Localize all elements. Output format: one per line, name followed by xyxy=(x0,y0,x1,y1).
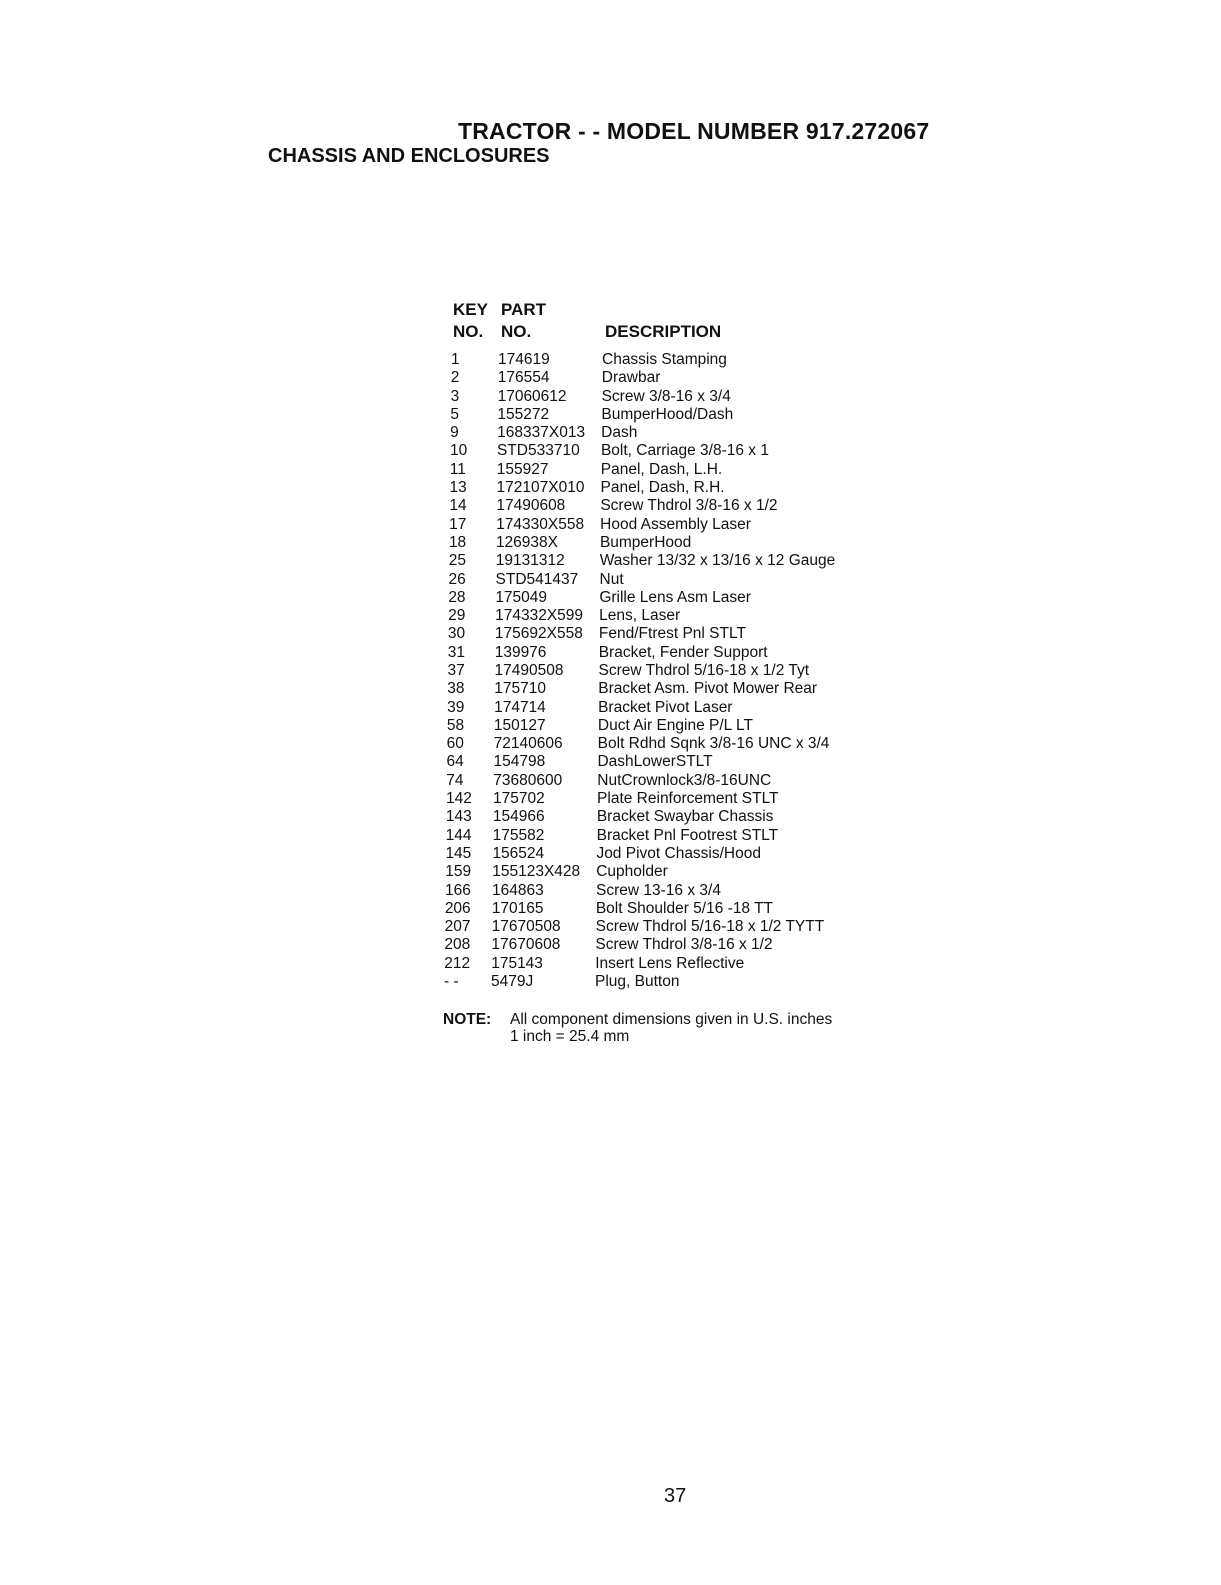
description: Insert Lens Reflective xyxy=(595,954,745,972)
part-no: 175710 xyxy=(494,680,547,698)
key-no: 60 xyxy=(446,735,464,753)
description: Washer 13/32 x 13/16 x 12 Gauge xyxy=(599,552,836,570)
key-no: 1 xyxy=(451,351,460,368)
key-no: 3 xyxy=(450,387,460,405)
description: Screw Thdrol 5/16-18 x 1/2 TYTT xyxy=(595,918,825,936)
header-key-line2: NO. xyxy=(453,322,484,341)
description: Cupholder xyxy=(596,863,668,881)
part-no: 175049 xyxy=(495,588,548,606)
description: Hood Assembly Laser xyxy=(600,515,751,533)
key-no: 13 xyxy=(449,479,467,497)
description: Jod Pivot Chassis/Hood xyxy=(596,844,761,862)
description: BumperHood xyxy=(599,533,692,551)
description: Screw 3/8-16 x 3/4 xyxy=(601,387,731,405)
key-no: 38 xyxy=(447,680,465,698)
key-no: 10 xyxy=(449,442,468,460)
part-no: 156524 xyxy=(492,844,545,862)
part-no: 175692X558 xyxy=(494,625,583,643)
part-no: 155123X428 xyxy=(492,863,581,881)
description: Nut xyxy=(599,570,624,588)
part-no: 17060612 xyxy=(497,387,567,405)
key-no: 207 xyxy=(444,918,471,936)
part-no: 176554 xyxy=(497,369,550,387)
part-no: 164863 xyxy=(492,881,544,899)
header-part-line2: NO. xyxy=(501,322,532,341)
part-no: 174332X599 xyxy=(495,607,584,625)
description: Bracket Pnl Footrest STLT xyxy=(596,826,779,844)
description: Screw Thdrol 3/8-16 x 1/2 xyxy=(600,497,778,515)
part-no: 17670508 xyxy=(491,918,561,936)
note-line2: 1 inch = 25.4 mm xyxy=(510,1028,630,1045)
part-no: 175143 xyxy=(491,954,543,972)
part-no: 17670608 xyxy=(491,936,561,954)
key-no: 31 xyxy=(447,643,465,661)
part-no: 154798 xyxy=(493,753,546,771)
key-no: 2 xyxy=(450,369,460,387)
key-no: 206 xyxy=(444,899,471,917)
header-key-line1: KEY xyxy=(453,300,488,319)
part-no: 154966 xyxy=(492,808,545,826)
page-number: 37 xyxy=(664,1485,687,1507)
part-no: 172107X010 xyxy=(496,479,585,497)
key-no: 144 xyxy=(445,826,472,844)
part-no: 72140606 xyxy=(493,735,563,753)
part-no: 73680600 xyxy=(493,771,563,789)
part-no: STD533710 xyxy=(496,442,580,460)
part-no: 175582 xyxy=(492,826,545,844)
part-no: 175702 xyxy=(493,790,545,808)
key-no: 28 xyxy=(448,588,466,606)
key-no: 145 xyxy=(445,844,472,862)
header-part-line1: PART xyxy=(501,300,547,319)
description: Bracket, Fender Support xyxy=(598,643,768,661)
key-no: 64 xyxy=(446,753,464,771)
description: Plug, Button xyxy=(595,973,680,990)
key-no: 74 xyxy=(446,771,464,789)
part-no: 170165 xyxy=(491,899,544,917)
key-no: 212 xyxy=(444,954,471,972)
key-no: 11 xyxy=(449,460,466,478)
note-line1: All component dimensions given in U.S. inches xyxy=(510,1011,833,1028)
part-no: 155272 xyxy=(497,405,550,423)
key-no: 5 xyxy=(450,405,459,423)
description: Bracket Pivot Laser xyxy=(598,698,733,716)
key-no: 14 xyxy=(449,497,467,515)
key-no: 9 xyxy=(450,424,459,442)
description: Drawbar xyxy=(601,369,661,387)
key-no: 142 xyxy=(446,790,472,808)
description: Bracket Swaybar Chassis xyxy=(596,808,774,826)
description: Grille Lens Asm Laser xyxy=(599,588,751,606)
description: NutCrownlock3/8-16UNC xyxy=(597,771,772,789)
key-no: 208 xyxy=(444,936,471,954)
description: DashLowerSTLT xyxy=(597,753,713,771)
description: Plate Reinforcement STLT xyxy=(597,790,779,808)
description: Screw Thdrol 3/8-16 x 1/2 xyxy=(595,936,773,954)
part-no: 155927 xyxy=(496,460,549,478)
part-no: 139976 xyxy=(494,643,547,661)
key-no: 58 xyxy=(446,716,465,734)
part-no: 17490608 xyxy=(496,497,566,515)
key-no: 17 xyxy=(449,515,467,533)
description: Panel, Dash, L.H. xyxy=(600,460,723,478)
header-description: DESCRIPTION xyxy=(605,322,722,341)
description: Fend/Ftrest Pnl STLT xyxy=(598,625,746,643)
part-no: 5479J xyxy=(491,973,534,990)
key-no: 25 xyxy=(448,552,466,570)
key-no: 26 xyxy=(448,570,466,588)
part-no: 168337X013 xyxy=(497,424,586,442)
part-no: STD541437 xyxy=(495,570,579,588)
description: Lens, Laser xyxy=(599,607,681,625)
part-no: 150127 xyxy=(493,716,546,734)
description: Screw Thdrol 5/16-18 x 1/2 Tyt xyxy=(598,662,810,679)
part-no: 174714 xyxy=(494,698,546,716)
key-no: - - xyxy=(444,973,459,990)
description: Bracket Asm. Pivot Mower Rear xyxy=(598,680,818,698)
description: Chassis Stamping xyxy=(602,351,727,368)
description: Bolt Shoulder 5/16 -18 TT xyxy=(595,899,774,917)
key-no: 37 xyxy=(447,662,465,679)
description: Dash xyxy=(601,424,638,442)
page-title: TRACTOR - - MODEL NUMBER 917.272067 xyxy=(458,118,930,144)
section-subtitle: CHASSIS AND ENCLOSURES xyxy=(268,145,550,167)
key-no: 159 xyxy=(445,863,472,881)
description: Duct Air Engine P/L LT xyxy=(597,716,753,734)
part-no: 126938X xyxy=(495,533,558,551)
part-no: 19131312 xyxy=(495,552,565,570)
description: BumperHood/Dash xyxy=(601,405,734,423)
part-no: 174330X558 xyxy=(496,515,585,533)
description: Screw 13-16 x 3/4 xyxy=(596,881,721,899)
note-label: NOTE: xyxy=(443,1011,492,1028)
part-no: 174619 xyxy=(498,351,550,368)
description: Bolt, Carriage 3/8-16 x 1 xyxy=(600,442,769,460)
key-no: 18 xyxy=(448,533,467,551)
description: Bolt Rdhd Sqnk 3/8-16 UNC x 3/4 xyxy=(597,735,830,753)
key-no: 143 xyxy=(445,808,472,826)
description: Panel, Dash, R.H. xyxy=(600,479,725,497)
key-no: 29 xyxy=(448,607,466,625)
key-no: 166 xyxy=(445,881,471,899)
key-no: 30 xyxy=(447,625,466,643)
key-no: 39 xyxy=(447,698,465,716)
part-no: 17490508 xyxy=(494,662,564,679)
